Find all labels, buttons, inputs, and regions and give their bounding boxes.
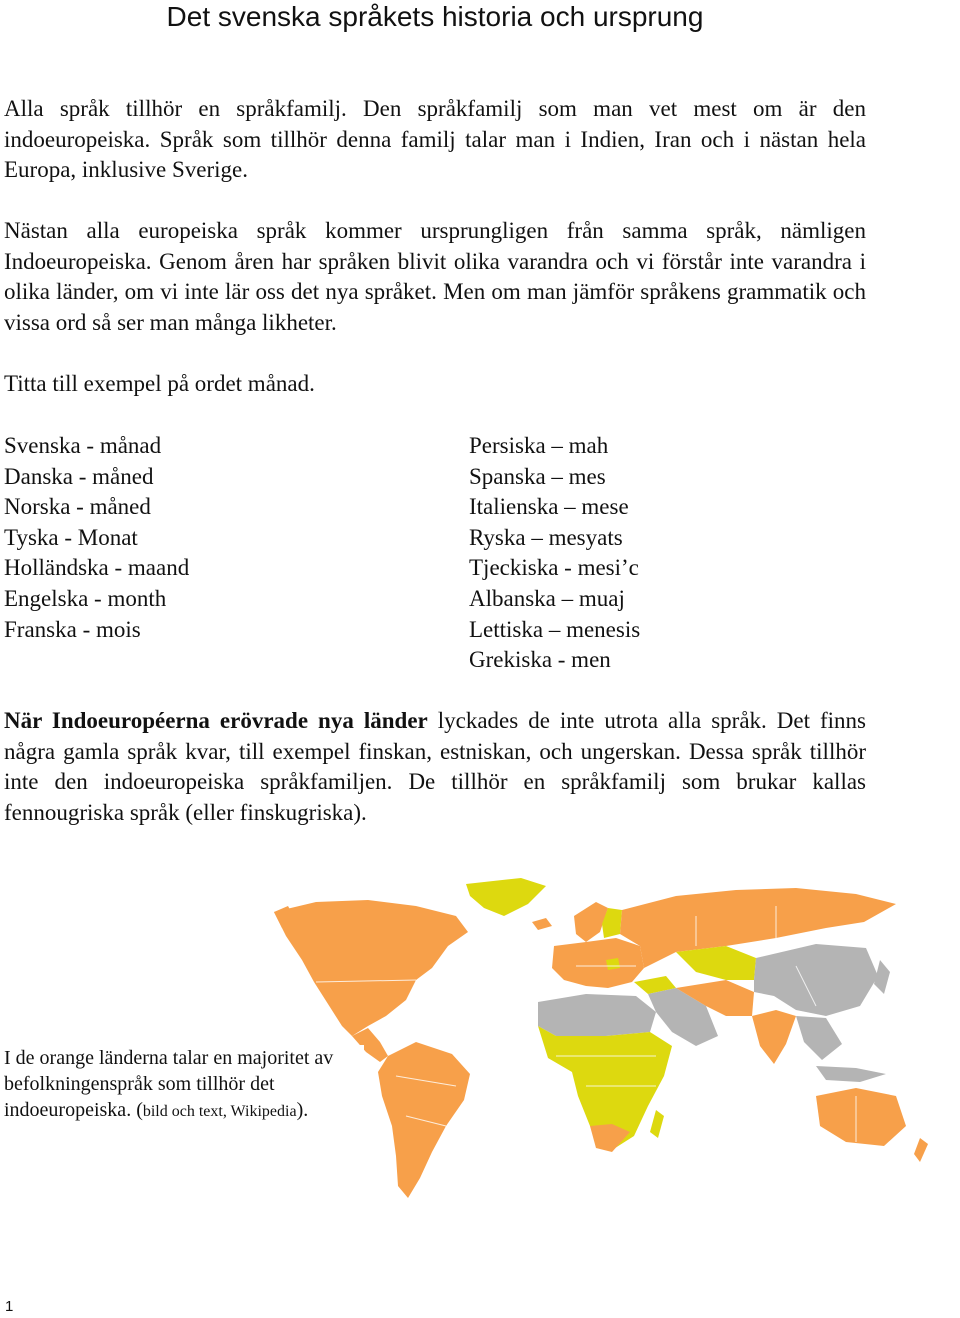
map-europe	[552, 938, 644, 988]
caption-end: ).	[296, 1099, 309, 1121]
map-australia	[816, 1088, 906, 1146]
map-india	[752, 1010, 796, 1064]
list-item: Svenska - månad	[4, 433, 162, 458]
list-item: Norska - måned	[4, 494, 151, 520]
list-item: Persiska – mah	[469, 433, 609, 458]
list-item: Franska - mois	[4, 616, 141, 642]
map-central-asia	[676, 946, 756, 980]
map-caption	[4, 1045, 364, 1125]
paragraph-example: Titta till exempel på ordet månad.	[4, 371, 315, 396]
map-indonesia	[816, 1066, 886, 1082]
list-item: Engelska - month	[4, 585, 167, 611]
list-item: Lettiska – menesis	[469, 616, 641, 642]
caption-text: I de orange länderna talar en majoritet av befolkningenspråk som tillhör det indoeuropeiska. (	[4, 1047, 334, 1121]
list-item: Tyska - Monat	[4, 524, 138, 550]
map-japan	[874, 960, 890, 994]
list-item: Danska - måned	[4, 463, 154, 489]
list-item: Grekiska - men	[469, 647, 611, 673]
list-item: Albanska – muaj	[469, 585, 625, 611]
list-item: Italienska – mese	[469, 494, 629, 520]
paragraph-rest: lyckades de inte utrota alla språk. Det finns några gamla språk kvar, till exempel finskan, estniskan, och ungerskan. Dessa språk tillhör inte den indoeuropeiska språkfamiljen. De tillhör en språkfamilj som brukar kallas fennougriska språk (eller finskugriska).	[4, 708, 866, 825]
page-title: Det svenska språkets historia och ursprung	[166, 1, 704, 32]
map-madagascar	[650, 1110, 664, 1138]
bold-phrase: När Indoeuropéerna erövrade nya länder	[4, 708, 428, 733]
map-greenland	[466, 878, 546, 916]
caption-source: bild och text, Wikipedia	[142, 1103, 297, 1120]
list-item: Holländska - maand	[4, 555, 190, 581]
map-new-zealand	[914, 1138, 928, 1162]
list-item: Tjeckiska - mesi’c	[469, 555, 639, 581]
map-north-africa	[538, 994, 656, 1036]
world-map-image	[256, 876, 936, 1206]
map-iceland	[532, 918, 552, 930]
map-hungary	[606, 958, 620, 970]
world-language-map	[256, 876, 936, 1206]
word-list-right	[469, 431, 640, 676]
map-north-america	[274, 900, 468, 1036]
map-se-asia	[796, 1016, 842, 1060]
paragraph-conquest	[4, 706, 866, 828]
page-number: 1	[5, 1298, 14, 1315]
list-item: Ryska – mesyats	[469, 524, 623, 550]
paragraph-indoeuropean: Nästan alla europeiska språk kommer ursprungligen från samma språk, nämligen Indoeuropeiska. Genom åren har språken blivit olika varandra och vi förstår inte varandra i olika länder, om vi inte lär oss det nya språket. Men om man jämför språkens grammatik och vissa ord så ser man många likheter.	[4, 218, 866, 335]
word-list-left	[4, 431, 189, 645]
list-item: Spanska – mes	[469, 463, 606, 489]
paragraph-intro: Alla språk tillhör en språkfamilj. Den språkfamilj som man vet mest om är den indoeuropeiska. Språk som tillhör denna familj talar man i Indien, Iran och i nästan hela Europa, inklusive Sverige.	[4, 96, 866, 182]
